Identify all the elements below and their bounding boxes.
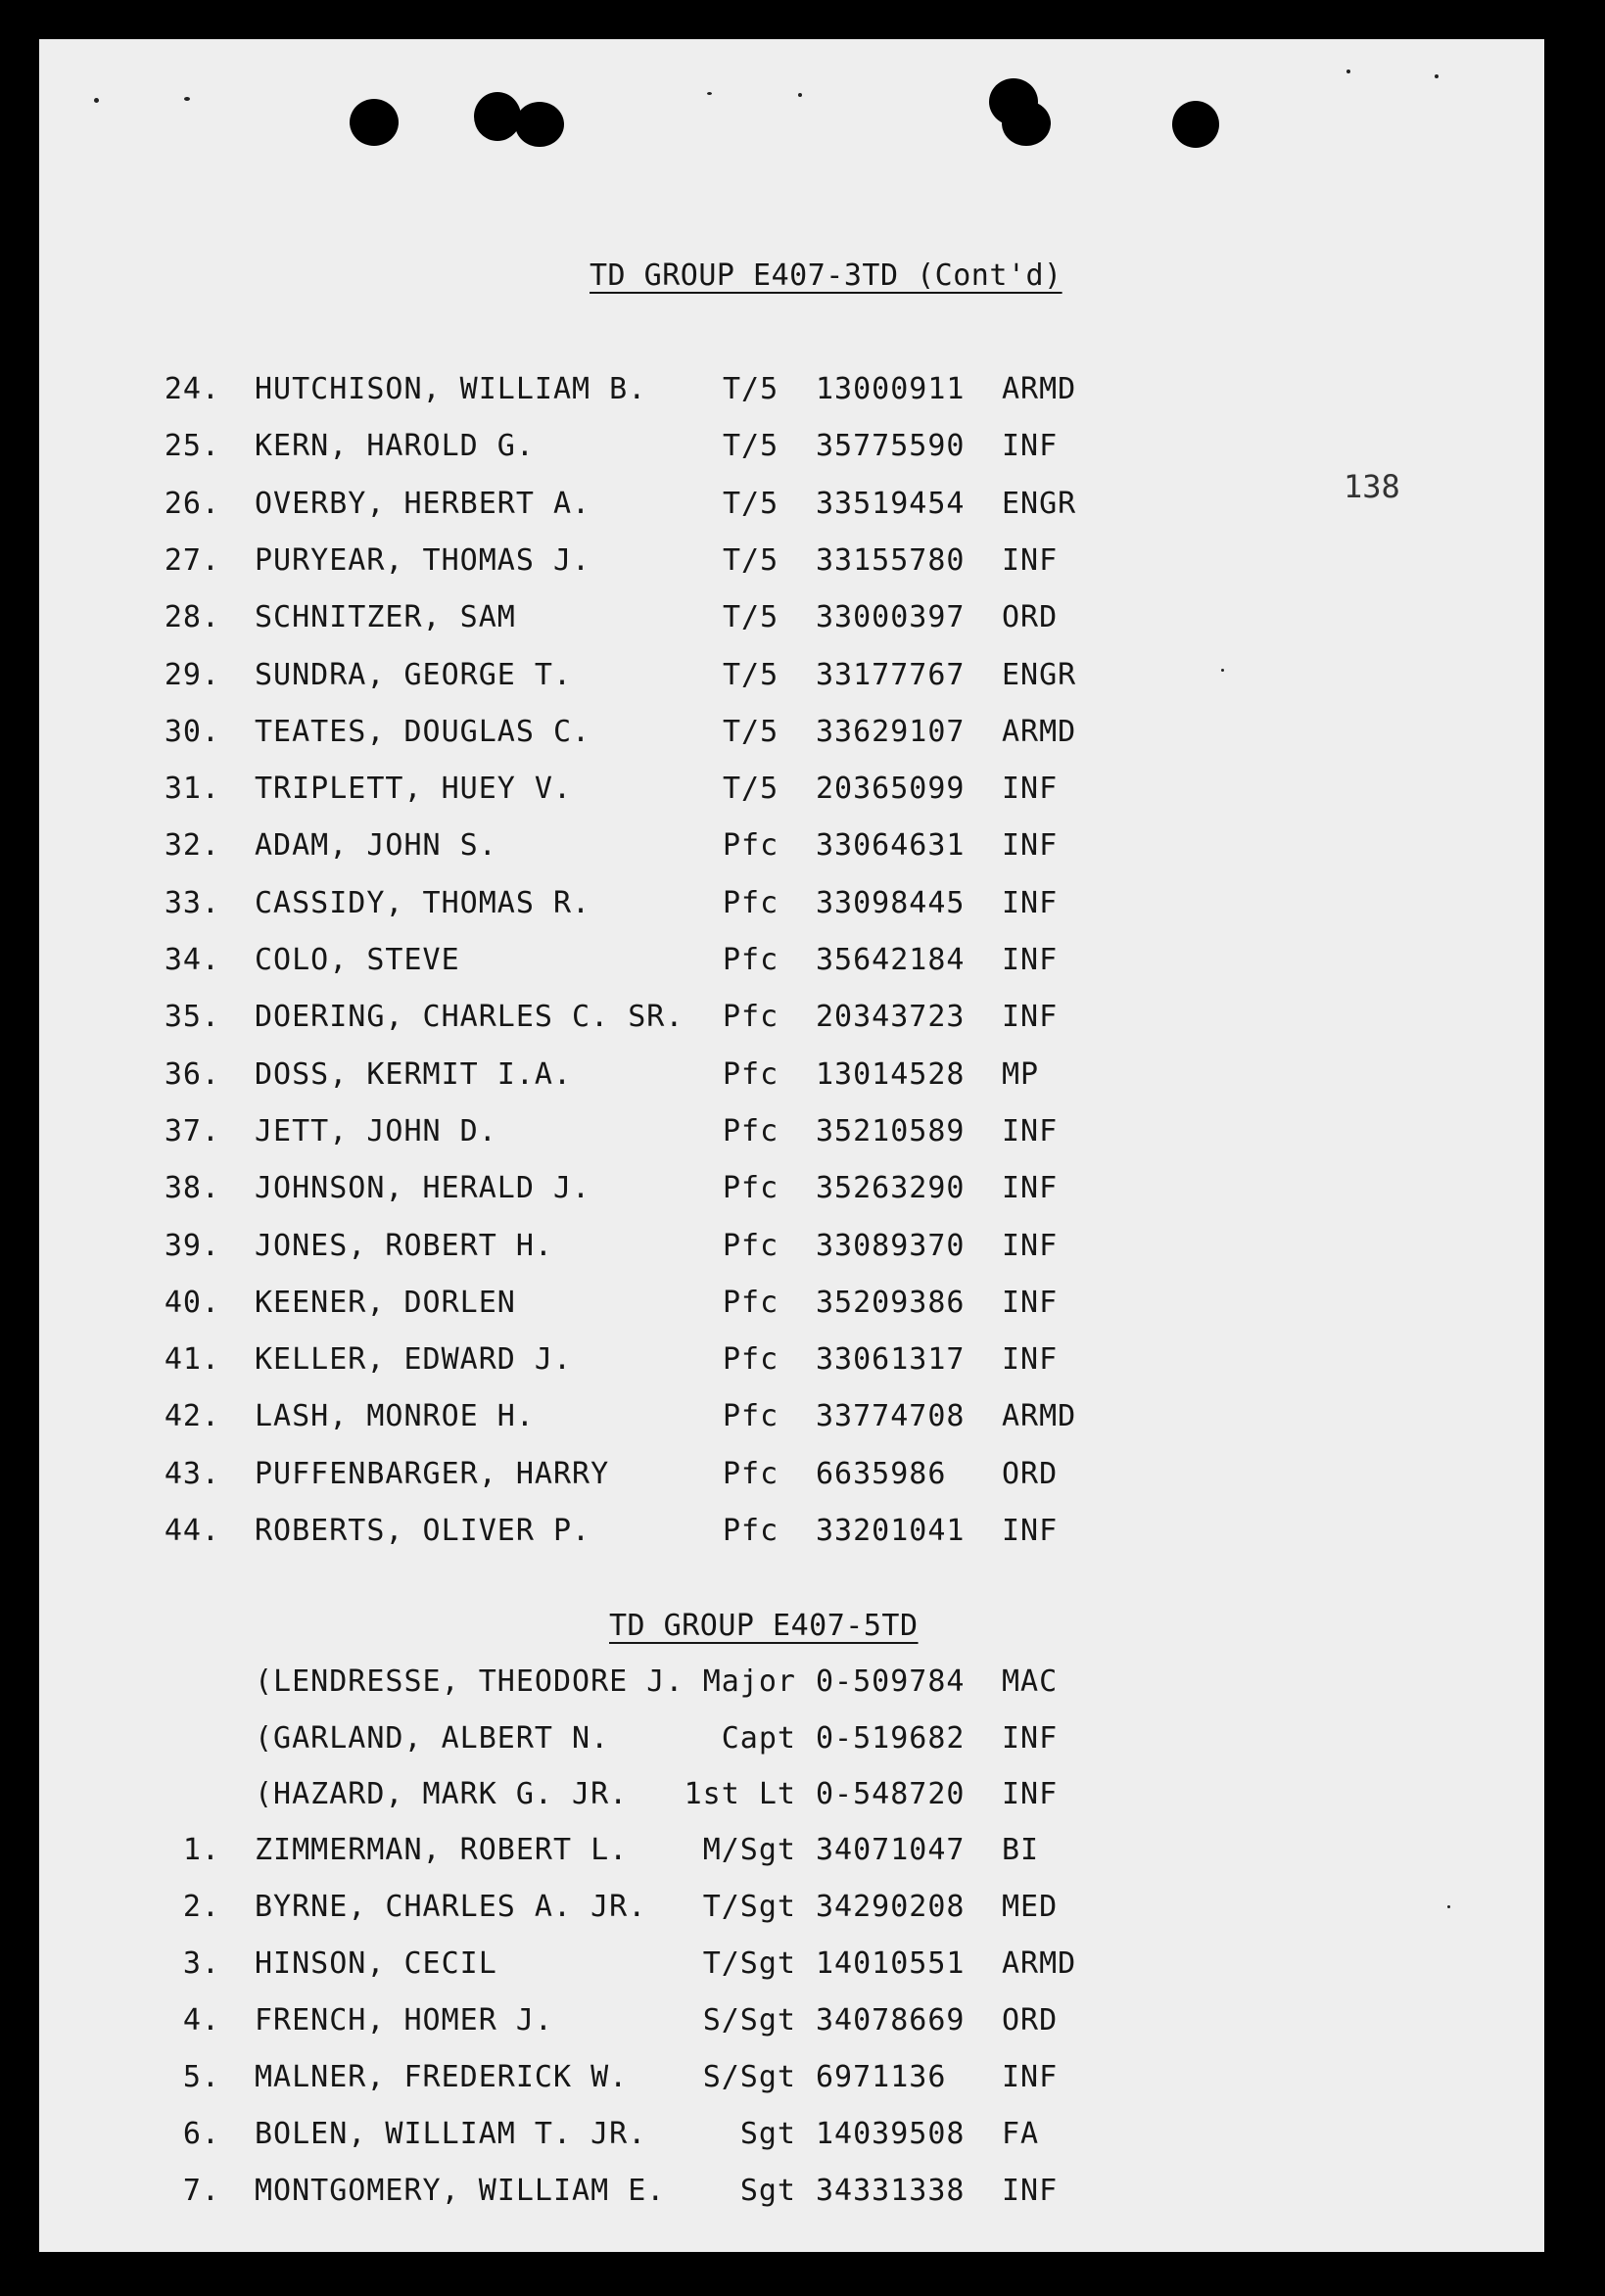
punch-hole — [350, 99, 399, 146]
person-name: JOHNSON, HERALD J. — [255, 1171, 591, 1206]
person-name: HUTCHISON, WILLIAM B. — [255, 372, 647, 406]
roster-row — [0, 1833, 1605, 1872]
rank: Pfc — [723, 1514, 779, 1548]
serial-number: 0-519682 — [816, 1720, 966, 1756]
person-name: CASSIDY, THOMAS R. — [255, 885, 591, 920]
branch: INF — [1002, 1720, 1059, 1756]
roster-row — [0, 1664, 1605, 1704]
branch: INF — [1002, 1113, 1059, 1148]
rank: Pfc — [723, 1113, 779, 1148]
person-name: ROBERTS, OLIVER P. — [255, 1514, 591, 1548]
punch-hole — [474, 92, 521, 141]
serial-number: 6971136 — [816, 2060, 947, 2094]
serial-number: 33098445 — [816, 885, 966, 920]
branch: INF — [1002, 885, 1059, 920]
roster-row — [0, 715, 1605, 754]
person-name: SCHNITZER, SAM — [255, 600, 516, 635]
branch: ORD — [1002, 1456, 1059, 1491]
rank: T/5 — [723, 714, 779, 749]
rank: T/5 — [723, 486, 779, 521]
person-name: KELLER, EDWARD J. — [255, 1342, 573, 1378]
branch: INF — [1002, 429, 1059, 464]
roster-row — [0, 1457, 1605, 1496]
branch: INF — [1002, 943, 1059, 977]
person-name: COLO, STEVE — [255, 943, 460, 977]
speck — [707, 92, 712, 95]
serial-number: 13000911 — [816, 372, 966, 406]
serial-number: 33000397 — [816, 600, 966, 635]
rank: T/5 — [723, 542, 779, 578]
person-name: (LENDRESSE, THEODORE J. — [255, 1664, 684, 1699]
serial-number: 35642184 — [816, 943, 966, 977]
branch: INF — [1002, 542, 1059, 578]
speck — [798, 93, 802, 97]
person-name: FRENCH, HOMER J. — [255, 2003, 553, 2038]
roster-row — [0, 1114, 1605, 1153]
rank: T/5 — [723, 429, 779, 464]
row-number: 41. — [164, 1342, 220, 1378]
rank: Major — [702, 1664, 796, 1699]
branch: INF — [1002, 1000, 1059, 1035]
serial-number: 34331338 — [816, 2174, 966, 2208]
row-number: 35. — [164, 1000, 220, 1035]
person-name: DOERING, CHARLES C. SR. — [255, 1000, 684, 1035]
serial-number: 33519454 — [816, 486, 966, 521]
punch-hole — [1002, 101, 1051, 146]
branch: INF — [1002, 772, 1059, 807]
person-name: (HAZARD, MARK G. JR. — [255, 1777, 629, 1811]
speck — [94, 98, 99, 103]
row-number: 28. — [164, 600, 220, 635]
person-name: PUFFENBARGER, HARRY — [255, 1456, 610, 1491]
person-name: PURYEAR, THOMAS J. — [255, 542, 591, 578]
serial-number: 33061317 — [816, 1342, 966, 1378]
branch: MED — [1002, 1890, 1059, 1924]
roster-row — [0, 658, 1605, 697]
roster-row — [0, 543, 1605, 583]
branch: ENGR — [1002, 657, 1077, 692]
branch: INF — [1002, 1228, 1059, 1263]
row-number: 24. — [164, 372, 220, 406]
person-name: JETT, JOHN D. — [255, 1113, 497, 1148]
section-heading-5td: TD GROUP E407-5TD — [609, 1609, 919, 1643]
rank: Pfc — [723, 1456, 779, 1491]
row-number: 37. — [164, 1113, 220, 1148]
serial-number: 20365099 — [816, 772, 966, 807]
roster-row — [0, 2174, 1605, 2213]
rank: Pfc — [723, 1171, 779, 1206]
serial-number: 20343723 — [816, 1000, 966, 1035]
rank: Capt — [721, 1720, 796, 1756]
rank: Sgt — [739, 2174, 796, 2208]
serial-number: 33064631 — [816, 828, 966, 864]
roster-row — [0, 1399, 1605, 1438]
serial-number: 14010551 — [816, 1946, 966, 1981]
rank: Pfc — [723, 1342, 779, 1378]
branch: INF — [1002, 2174, 1059, 2208]
serial-number: 0-509784 — [816, 1664, 966, 1699]
speck — [1346, 70, 1350, 73]
row-number: 31. — [164, 772, 220, 807]
rank: Sgt — [739, 2117, 796, 2151]
roster-row — [0, 372, 1605, 411]
roster-row — [0, 1890, 1605, 1929]
roster-row — [0, 1777, 1605, 1816]
serial-number: 33201041 — [816, 1514, 966, 1548]
row-number: 27. — [164, 542, 220, 578]
rank: Pfc — [723, 943, 779, 977]
person-name: KEENER, DORLEN — [255, 1285, 516, 1320]
rank: T/5 — [723, 600, 779, 635]
row-number: 32. — [164, 828, 220, 864]
row-number: 42. — [164, 1399, 220, 1434]
roster-row — [0, 772, 1605, 811]
row-number: 6. — [182, 2117, 220, 2151]
serial-number: 33177767 — [816, 657, 966, 692]
serial-number: 33629107 — [816, 714, 966, 749]
serial-number: 13014528 — [816, 1056, 966, 1092]
serial-number: 35209386 — [816, 1285, 966, 1320]
rank: Pfc — [723, 885, 779, 920]
roster-row — [0, 1171, 1605, 1210]
speck — [1435, 74, 1439, 78]
row-number: 38. — [164, 1171, 220, 1206]
roster-row — [0, 487, 1605, 526]
person-name: ZIMMERMAN, ROBERT L. — [255, 1833, 629, 1867]
serial-number: 35775590 — [816, 429, 966, 464]
roster-row — [0, 429, 1605, 468]
branch: ARMD — [1002, 1399, 1077, 1434]
rank: Pfc — [723, 1399, 779, 1434]
branch: INF — [1002, 1777, 1059, 1811]
roster-row — [0, 828, 1605, 867]
roster-row — [0, 2060, 1605, 2099]
branch: INF — [1002, 1514, 1059, 1548]
roster-row — [0, 943, 1605, 982]
roster-row — [0, 2117, 1605, 2156]
row-number: 44. — [164, 1514, 220, 1548]
branch: INF — [1002, 1171, 1059, 1206]
roster-row — [0, 2003, 1605, 2042]
row-number: 40. — [164, 1285, 220, 1320]
rank: Pfc — [723, 828, 779, 864]
branch: INF — [1002, 828, 1059, 864]
row-number: 5. — [182, 2060, 220, 2094]
rank: Pfc — [723, 1228, 779, 1263]
branch: INF — [1002, 2060, 1059, 2094]
person-name: HINSON, CECIL — [255, 1946, 497, 1981]
person-name: JONES, ROBERT H. — [255, 1228, 553, 1263]
rank: Pfc — [723, 1285, 779, 1320]
rank: Pfc — [723, 1056, 779, 1092]
rank: T/5 — [723, 657, 779, 692]
person-name: MONTGOMERY, WILLIAM E. — [255, 2174, 666, 2208]
branch: ARMD — [1002, 372, 1077, 406]
row-number: 4. — [182, 2003, 220, 2038]
serial-number: 6635986 — [816, 1456, 947, 1491]
person-name: LASH, MONROE H. — [255, 1399, 535, 1434]
person-name: ADAM, JOHN S. — [255, 828, 497, 864]
punch-hole — [515, 102, 564, 147]
punch-hole — [1172, 101, 1219, 148]
person-name: MALNER, FREDERICK W. — [255, 2060, 629, 2094]
person-name: (GARLAND, ALBERT N. — [255, 1720, 610, 1756]
person-name: BYRNE, CHARLES A. JR. — [255, 1890, 647, 1924]
page-number: 138 — [1344, 468, 1400, 505]
branch: INF — [1002, 1285, 1059, 1320]
rank: T/Sgt — [702, 1890, 796, 1924]
roster-row — [0, 1286, 1605, 1325]
person-name: TEATES, DOUGLAS C. — [255, 714, 591, 749]
row-number: 7. — [182, 2174, 220, 2208]
row-number: 2. — [182, 1890, 220, 1924]
serial-number: 35263290 — [816, 1171, 966, 1206]
section-heading-3td: TD GROUP E407-3TD (Cont'd) — [590, 258, 1062, 293]
branch: BI — [1002, 1833, 1040, 1867]
rank: T/5 — [723, 772, 779, 807]
serial-number: 33089370 — [816, 1228, 966, 1263]
serial-number: 33155780 — [816, 542, 966, 578]
roster-row — [0, 1000, 1605, 1039]
row-number: 25. — [164, 429, 220, 464]
row-number: 34. — [164, 943, 220, 977]
serial-number: 34071047 — [816, 1833, 966, 1867]
serial-number: 34290208 — [816, 1890, 966, 1924]
row-number: 36. — [164, 1056, 220, 1092]
branch: INF — [1002, 1342, 1059, 1378]
person-name: DOSS, KERMIT I.A. — [255, 1056, 573, 1092]
rank: Pfc — [723, 1000, 779, 1035]
person-name: KERN, HAROLD G. — [255, 429, 535, 464]
branch: ORD — [1002, 600, 1059, 635]
row-number: 30. — [164, 714, 220, 749]
serial-number: 0-548720 — [816, 1777, 966, 1811]
row-number: 1. — [182, 1833, 220, 1867]
rank: M/Sgt — [702, 1833, 796, 1867]
roster-row — [0, 1514, 1605, 1553]
serial-number: 33774708 — [816, 1399, 966, 1434]
branch: MAC — [1002, 1664, 1059, 1699]
speck — [184, 97, 190, 101]
rank: T/5 — [723, 372, 779, 406]
row-number: 43. — [164, 1456, 220, 1491]
rank: S/Sgt — [702, 2060, 796, 2094]
branch: FA — [1002, 2117, 1040, 2151]
branch: ARMD — [1002, 1946, 1077, 1981]
serial-number: 35210589 — [816, 1113, 966, 1148]
serial-number: 34078669 — [816, 2003, 966, 2038]
roster-row — [0, 1342, 1605, 1382]
rank: S/Sgt — [702, 2003, 796, 2038]
roster-row — [0, 1057, 1605, 1097]
rank: T/Sgt — [702, 1946, 796, 1981]
rank: 1st Lt — [684, 1777, 796, 1811]
row-number: 3. — [182, 1946, 220, 1981]
roster-row — [0, 886, 1605, 925]
branch: MP — [1002, 1056, 1040, 1092]
serial-number: 14039508 — [816, 2117, 966, 2151]
person-name: TRIPLETT, HUEY V. — [255, 772, 573, 807]
roster-row — [0, 1946, 1605, 1986]
person-name: OVERBY, HERBERT A. — [255, 486, 591, 521]
roster-row — [0, 600, 1605, 639]
branch: ORD — [1002, 2003, 1059, 2038]
roster-row — [0, 1721, 1605, 1760]
row-number: 29. — [164, 657, 220, 692]
row-number: 39. — [164, 1228, 220, 1263]
person-name: SUNDRA, GEORGE T. — [255, 657, 573, 692]
branch: ARMD — [1002, 714, 1077, 749]
person-name: BOLEN, WILLIAM T. JR. — [255, 2117, 647, 2151]
roster-row — [0, 1229, 1605, 1268]
row-number: 33. — [164, 885, 220, 920]
row-number: 26. — [164, 486, 220, 521]
branch: ENGR — [1002, 486, 1077, 521]
